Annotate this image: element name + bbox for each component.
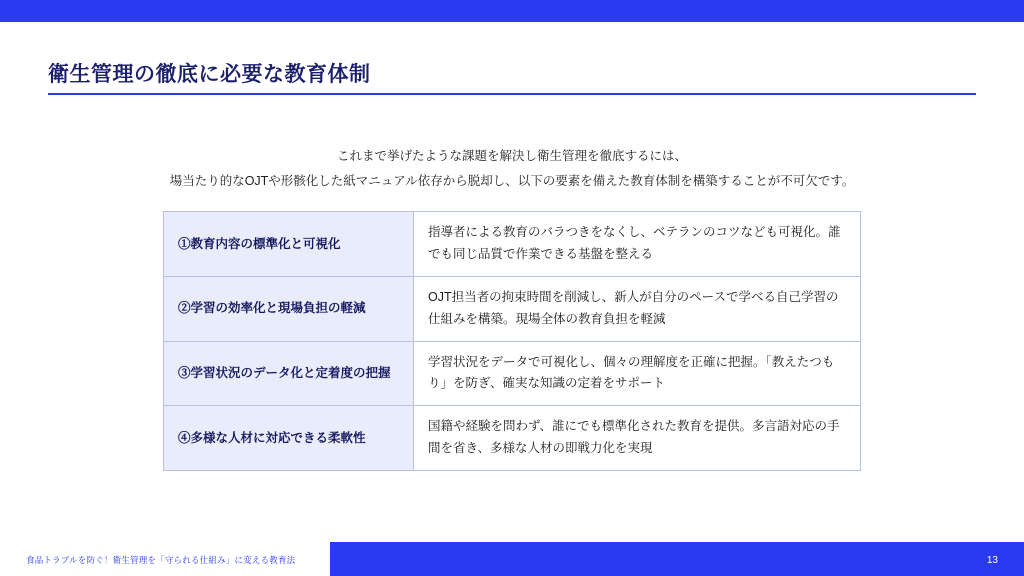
table-row bbox=[164, 212, 861, 277]
table-row bbox=[164, 276, 861, 341]
row-label: ④多様な人材に対応できる柔軟性 bbox=[164, 406, 414, 471]
row-detail: OJT担当者の拘束時間を削減し、新人が自分のペースで学べる自己学習の仕組みを構築。現場全体の教育負担を軽減 bbox=[414, 276, 861, 341]
row-label: ③学習状況のデータ化と定着度の把握 bbox=[164, 341, 414, 406]
row-label: ①教育内容の標準化と可視化 bbox=[164, 212, 414, 277]
row-detail: 国籍や経験を問わず、誰にでも標準化された教育を提供。多言語対応の手間を省き、多様な人材の即戦力化を実現 bbox=[414, 406, 861, 471]
requirements-table bbox=[163, 211, 861, 471]
lead-line-1: これまで挙げたような課題を解決し衛生管理を徹底するには、 bbox=[336, 149, 687, 163]
title-divider bbox=[48, 93, 976, 95]
lead-paragraph bbox=[0, 144, 1024, 194]
top-accent-bar bbox=[0, 0, 1024, 22]
row-detail: 指導者による教育のバラつきをなくし、ベテランのコツなども可視化。誰でも同じ品質で作業できる基盤を整える bbox=[414, 212, 861, 277]
lead-line-2: 場当たり的なOJTや形骸化した紙マニュアル依存から脱却し、以下の要素を備えた教育体制を構築することが不可欠です。 bbox=[169, 174, 855, 188]
page-title: 衛生管理の徹底に必要な教育体制 bbox=[48, 63, 371, 86]
table-row bbox=[164, 406, 861, 471]
row-detail: 学習状況をデータで可視化し、個々の理解度を正確に把握。「教えたつもり」を防ぎ、確実な知識の定着をサポート bbox=[414, 341, 861, 406]
footer-caption: 食品トラブルを防ぐ！衛生管理を「守られる仕組み」に変える教育法 bbox=[26, 555, 296, 565]
row-label: ②学習の効率化と現場負担の軽減 bbox=[164, 276, 414, 341]
page-number: 13 bbox=[986, 555, 998, 566]
table-row bbox=[164, 341, 861, 406]
